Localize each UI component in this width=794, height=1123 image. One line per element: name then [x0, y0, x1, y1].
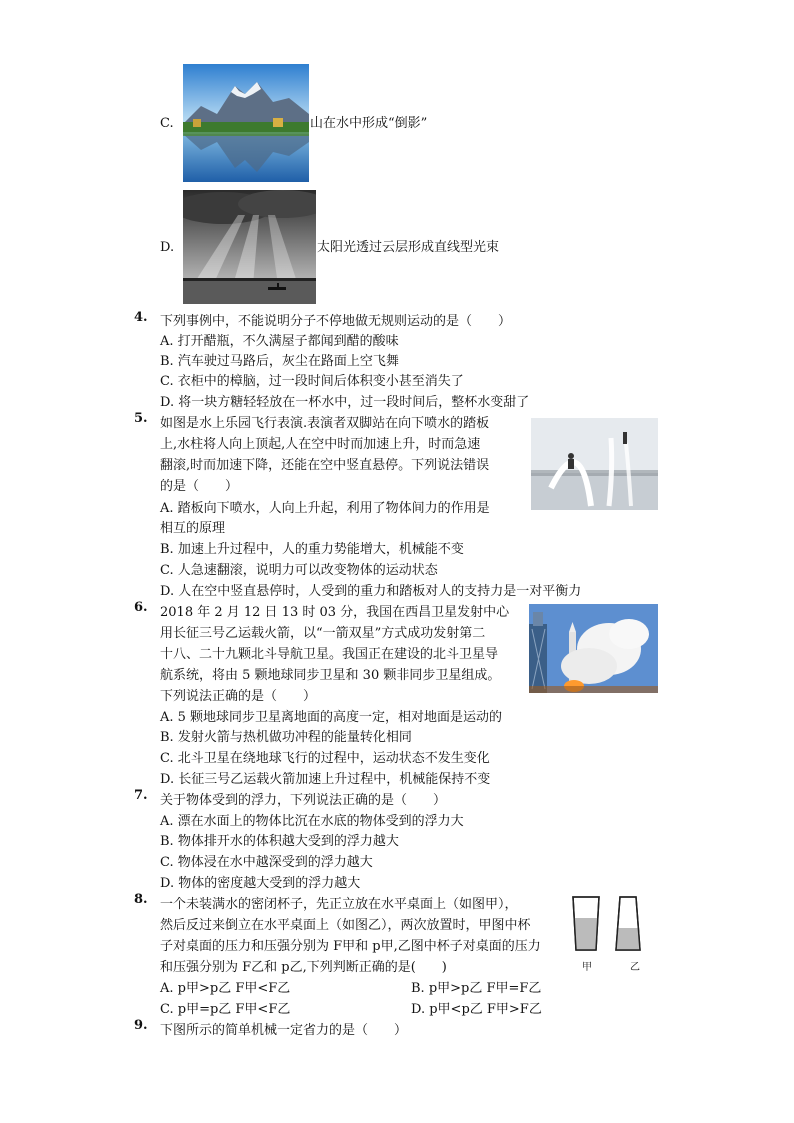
- q4-number: 4.: [134, 310, 148, 325]
- q6-stem-line: 十八、二十九颗北斗导航卫星。我国正在建设的北斗卫星导: [160, 647, 499, 662]
- q5-option-d: D. 人在空中竖直悬停时，人受到的重力和踏板对人的支持力是一对平衡力: [160, 584, 582, 599]
- cup-label-jia: 甲: [582, 962, 592, 973]
- q5-option-a: A. 踏板向下喷水，人向上升起，利用了物体间力的作用是: [160, 501, 490, 516]
- q8-option-c: C. p甲=p乙 F甲<F乙: [160, 1002, 291, 1017]
- q7-option-c: C. 物体浸在水中越深受到的浮力越大: [160, 855, 373, 870]
- q3-option-c-text: 山在水中形成“倒影”: [310, 116, 428, 131]
- q3-option-d-text: 太阳光透过云层形成直线型光束: [317, 240, 500, 255]
- q7-option-d: D. 物体的密度越大受到的浮力越大: [160, 876, 361, 891]
- q5-stem-line: 如图是水上乐园飞行表演.表演者双脚站在向下喷水的踏板: [160, 416, 490, 431]
- mountain-reflection-image: [183, 64, 309, 182]
- q8-option-b: B. p甲>p乙 F甲=F乙: [411, 981, 542, 996]
- q5-stem-line: 的是（ ）: [160, 479, 239, 494]
- q5-stem-line: 翻滚,时而加速下降，还能在空中竖直悬停。下列说法错误: [160, 458, 490, 473]
- q5-option-c: C. 人急速翻滚，说明力可以改变物体的运动状态: [160, 563, 438, 578]
- q8-stem-line: 一个未装满水的密闭杯子，先正立放在水平桌面上（如图甲），: [160, 897, 518, 912]
- q6-number: 6.: [134, 600, 148, 615]
- q8-option-a: A. p甲>p乙 F甲<F乙: [160, 981, 291, 996]
- q5-number: 5.: [134, 411, 148, 426]
- cup-label-yi: 乙: [630, 962, 640, 973]
- q8-stem-line: 子对桌面的压力和压强分别为 F甲和 p甲,乙图中杯子对桌面的压力: [160, 939, 541, 954]
- water-jetpack-image: [531, 418, 658, 510]
- q6-option-d: D. 长征三号乙运载火箭加速上升过程中，机械能保持不变: [160, 772, 491, 787]
- q4-option-b: B. 汽车驶过马路后，灰尘在路面上空飞舞: [160, 354, 399, 369]
- q5-option-b: B. 加速上升过程中，人的重力势能增大，机械能不变: [160, 542, 464, 557]
- q9-number: 9.: [134, 1018, 148, 1033]
- q6-stem-line: 下列说法正确的是（ ）: [160, 689, 317, 704]
- q7-stem: 关于物体受到的浮力，下列说法正确的是（ ）: [160, 793, 447, 808]
- q7-number: 7.: [134, 788, 148, 803]
- q3-option-d-label: D.: [160, 240, 175, 255]
- q6-stem-line: 2018 年 2 月 12 日 13 时 03 分，我国在西昌卫星发射中心: [160, 605, 510, 620]
- q5-stem-line: 上,水柱将人向上顶起,人在空中时而加速上升，时而急速: [160, 437, 481, 452]
- q4-option-c: C. 衣柜中的樟脑，过一段时间后体积变小甚至消失了: [160, 374, 464, 389]
- q8-number: 8.: [134, 892, 148, 907]
- q6-option-c: C. 北斗卫星在绕地球飞行的过程中，运动状态不发生变化: [160, 751, 490, 766]
- q6-option-a: A. 5 颗地球同步卫星离地面的高度一定，相对地面是运动的: [160, 710, 503, 725]
- q8-stem-line: 和压强分别为 F乙和 p乙,下列判断正确的是( ): [160, 960, 447, 975]
- q6-stem-line: 航系统，将由 5 颗地球同步卫星和 30 颗非同步卫星组成。: [160, 668, 501, 683]
- q3-option-c-label: C.: [160, 116, 174, 131]
- cups-figure: [568, 892, 644, 964]
- q7-option-b: B. 物体排开水的体积越大受到的浮力越大: [160, 834, 399, 849]
- q8-option-d: D. p甲<p乙 F甲>F乙: [411, 1002, 542, 1017]
- sunbeam-clouds-image: [183, 190, 316, 304]
- q4-stem: 下列事例中，不能说明分子不停地做无规则运动的是（ ）: [160, 314, 512, 329]
- q9-stem: 下图所示的简单机械一定省力的是（ ）: [160, 1023, 408, 1038]
- q7-option-a: A. 漂在水面上的物体比沉在水底的物体受到的浮力大: [160, 814, 464, 829]
- q5-option-a-cont: 相互的原理: [160, 521, 226, 536]
- rocket-launch-image: [529, 604, 658, 693]
- q6-option-b: B. 发射火箭与热机做功冲程的能量转化相同: [160, 730, 412, 745]
- q8-stem-line: 然后反过来倒立在水平桌面上（如图乙），两次放置时，甲图中杯: [160, 918, 531, 933]
- q6-stem-line: 用长征三号乙运载火箭，以“一箭双星”方式成功发射第二: [160, 626, 486, 641]
- q4-option-a: A. 打开醋瓶，不久满屋子都闻到醋的酸味: [160, 334, 399, 349]
- q4-option-d: D. 将一块方糖轻轻放在一杯水中，过一段时间后，整杯水变甜了: [160, 395, 530, 410]
